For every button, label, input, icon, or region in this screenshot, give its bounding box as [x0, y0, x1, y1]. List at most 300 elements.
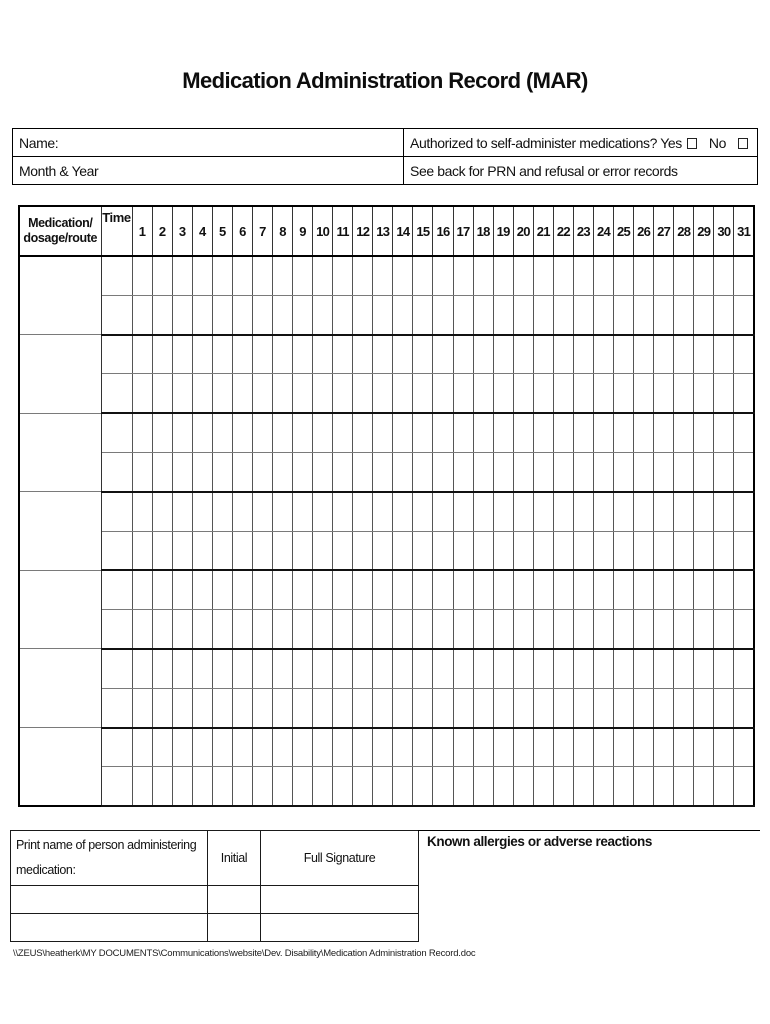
day-cell-4[interactable] [192, 531, 212, 570]
day-cell-28[interactable] [674, 767, 694, 806]
day-cell-8[interactable] [272, 452, 292, 491]
day-cell-17[interactable] [453, 256, 473, 295]
day-cell-10[interactable] [313, 335, 333, 374]
day-cell-20[interactable] [513, 295, 533, 334]
day-cell-1[interactable] [132, 295, 152, 334]
day-cell-5[interactable] [212, 728, 232, 767]
day-cell-2[interactable] [152, 767, 172, 806]
day-cell-5[interactable] [212, 413, 232, 452]
day-cell-10[interactable] [313, 256, 333, 295]
day-cell-25[interactable] [614, 256, 634, 295]
day-cell-20[interactable] [513, 610, 533, 649]
name-field[interactable] [13, 129, 404, 157]
day-cell-14[interactable] [393, 649, 413, 688]
day-cell-13[interactable] [373, 728, 393, 767]
day-cell-10[interactable] [313, 610, 333, 649]
time-cell[interactable] [101, 335, 132, 374]
day-cell-9[interactable] [293, 413, 313, 452]
sign-signature-cell[interactable] [261, 886, 419, 914]
day-cell-21[interactable] [533, 256, 553, 295]
day-cell-18[interactable] [473, 256, 493, 295]
day-cell-17[interactable] [453, 767, 473, 806]
day-cell-6[interactable] [232, 492, 252, 531]
day-cell-29[interactable] [694, 295, 714, 334]
day-cell-27[interactable] [654, 767, 674, 806]
day-cell-11[interactable] [333, 688, 353, 727]
day-cell-29[interactable] [694, 570, 714, 609]
day-cell-13[interactable] [373, 413, 393, 452]
day-cell-9[interactable] [293, 767, 313, 806]
day-cell-30[interactable] [714, 728, 734, 767]
time-cell[interactable] [101, 452, 132, 491]
day-cell-16[interactable] [433, 688, 453, 727]
day-cell-11[interactable] [333, 728, 353, 767]
day-cell-3[interactable] [172, 295, 192, 334]
no-checkbox[interactable] [738, 138, 748, 149]
day-cell-2[interactable] [152, 335, 172, 374]
medication-cell[interactable] [19, 570, 101, 649]
sign-initial-cell[interactable] [208, 914, 261, 942]
day-cell-2[interactable] [152, 570, 172, 609]
day-cell-18[interactable] [473, 570, 493, 609]
day-cell-15[interactable] [413, 295, 433, 334]
day-cell-12[interactable] [353, 728, 373, 767]
day-cell-16[interactable] [433, 492, 453, 531]
day-cell-1[interactable] [132, 767, 152, 806]
day-cell-26[interactable] [634, 413, 654, 452]
day-cell-27[interactable] [654, 728, 674, 767]
day-cell-30[interactable] [714, 610, 734, 649]
day-cell-13[interactable] [373, 492, 393, 531]
day-cell-9[interactable] [293, 374, 313, 413]
day-cell-16[interactable] [433, 767, 453, 806]
day-cell-15[interactable] [413, 492, 433, 531]
day-cell-1[interactable] [132, 688, 152, 727]
day-cell-6[interactable] [232, 688, 252, 727]
day-cell-9[interactable] [293, 335, 313, 374]
day-cell-24[interactable] [593, 570, 613, 609]
day-cell-17[interactable] [453, 531, 473, 570]
day-cell-4[interactable] [192, 649, 212, 688]
day-cell-22[interactable] [553, 452, 573, 491]
day-cell-17[interactable] [453, 492, 473, 531]
day-cell-7[interactable] [252, 452, 272, 491]
medication-cell[interactable] [19, 492, 101, 571]
time-cell[interactable] [101, 492, 132, 531]
day-cell-14[interactable] [393, 728, 413, 767]
day-cell-6[interactable] [232, 610, 252, 649]
day-cell-14[interactable] [393, 256, 413, 295]
day-cell-23[interactable] [573, 452, 593, 491]
day-cell-30[interactable] [714, 256, 734, 295]
day-cell-25[interactable] [614, 649, 634, 688]
day-cell-27[interactable] [654, 256, 674, 295]
day-cell-30[interactable] [714, 767, 734, 806]
day-cell-11[interactable] [333, 531, 353, 570]
day-cell-21[interactable] [533, 649, 553, 688]
time-cell[interactable] [101, 570, 132, 609]
day-cell-25[interactable] [614, 688, 634, 727]
day-cell-4[interactable] [192, 728, 212, 767]
day-cell-20[interactable] [513, 570, 533, 609]
day-cell-23[interactable] [573, 688, 593, 727]
day-cell-15[interactable] [413, 767, 433, 806]
day-cell-28[interactable] [674, 295, 694, 334]
day-cell-3[interactable] [172, 256, 192, 295]
day-cell-9[interactable] [293, 728, 313, 767]
day-cell-31[interactable] [734, 295, 754, 334]
day-cell-18[interactable] [473, 413, 493, 452]
day-cell-27[interactable] [654, 531, 674, 570]
day-cell-3[interactable] [172, 335, 192, 374]
day-cell-14[interactable] [393, 610, 413, 649]
day-cell-13[interactable] [373, 295, 393, 334]
day-cell-7[interactable] [252, 256, 272, 295]
day-cell-6[interactable] [232, 649, 252, 688]
day-cell-22[interactable] [553, 335, 573, 374]
day-cell-15[interactable] [413, 728, 433, 767]
time-cell[interactable] [101, 688, 132, 727]
day-cell-29[interactable] [694, 728, 714, 767]
day-cell-23[interactable] [573, 610, 593, 649]
day-cell-23[interactable] [573, 413, 593, 452]
day-cell-12[interactable] [353, 335, 373, 374]
day-cell-3[interactable] [172, 452, 192, 491]
day-cell-28[interactable] [674, 570, 694, 609]
day-cell-11[interactable] [333, 570, 353, 609]
day-cell-13[interactable] [373, 531, 393, 570]
day-cell-17[interactable] [453, 335, 473, 374]
day-cell-18[interactable] [473, 452, 493, 491]
day-cell-14[interactable] [393, 452, 413, 491]
day-cell-8[interactable] [272, 295, 292, 334]
day-cell-31[interactable] [734, 256, 754, 295]
day-cell-10[interactable] [313, 452, 333, 491]
day-cell-24[interactable] [593, 413, 613, 452]
medication-cell[interactable] [19, 335, 101, 414]
day-cell-9[interactable] [293, 570, 313, 609]
day-cell-8[interactable] [272, 767, 292, 806]
day-cell-9[interactable] [293, 452, 313, 491]
day-cell-30[interactable] [714, 492, 734, 531]
day-cell-4[interactable] [192, 492, 212, 531]
day-cell-1[interactable] [132, 610, 152, 649]
day-cell-25[interactable] [614, 335, 634, 374]
day-cell-27[interactable] [654, 452, 674, 491]
day-cell-21[interactable] [533, 570, 553, 609]
day-cell-8[interactable] [272, 688, 292, 727]
sign-signature-cell[interactable] [261, 914, 419, 942]
time-cell[interactable] [101, 295, 132, 334]
day-cell-28[interactable] [674, 688, 694, 727]
day-cell-29[interactable] [694, 610, 714, 649]
day-cell-7[interactable] [252, 767, 272, 806]
day-cell-24[interactable] [593, 649, 613, 688]
day-cell-4[interactable] [192, 413, 212, 452]
day-cell-29[interactable] [694, 374, 714, 413]
day-cell-22[interactable] [553, 570, 573, 609]
day-cell-23[interactable] [573, 256, 593, 295]
day-cell-16[interactable] [433, 374, 453, 413]
day-cell-31[interactable] [734, 374, 754, 413]
day-cell-16[interactable] [433, 610, 453, 649]
day-cell-20[interactable] [513, 256, 533, 295]
day-cell-8[interactable] [272, 610, 292, 649]
day-cell-15[interactable] [413, 256, 433, 295]
day-cell-25[interactable] [614, 767, 634, 806]
day-cell-3[interactable] [172, 610, 192, 649]
day-cell-17[interactable] [453, 688, 473, 727]
day-cell-28[interactable] [674, 256, 694, 295]
day-cell-1[interactable] [132, 649, 152, 688]
day-cell-19[interactable] [493, 767, 513, 806]
day-cell-16[interactable] [433, 728, 453, 767]
day-cell-24[interactable] [593, 767, 613, 806]
day-cell-4[interactable] [192, 256, 212, 295]
day-cell-17[interactable] [453, 413, 473, 452]
day-cell-11[interactable] [333, 492, 353, 531]
time-cell[interactable] [101, 413, 132, 452]
day-cell-20[interactable] [513, 374, 533, 413]
day-cell-2[interactable] [152, 728, 172, 767]
day-cell-31[interactable] [734, 531, 754, 570]
day-cell-2[interactable] [152, 452, 172, 491]
day-cell-26[interactable] [634, 570, 654, 609]
day-cell-22[interactable] [553, 295, 573, 334]
day-cell-25[interactable] [614, 531, 634, 570]
day-cell-5[interactable] [212, 374, 232, 413]
day-cell-30[interactable] [714, 570, 734, 609]
day-cell-27[interactable] [654, 295, 674, 334]
time-cell[interactable] [101, 767, 132, 806]
day-cell-3[interactable] [172, 413, 192, 452]
day-cell-26[interactable] [634, 492, 654, 531]
day-cell-4[interactable] [192, 767, 212, 806]
medication-cell[interactable] [19, 256, 101, 335]
day-cell-6[interactable] [232, 413, 252, 452]
day-cell-25[interactable] [614, 492, 634, 531]
day-cell-24[interactable] [593, 335, 613, 374]
day-cell-29[interactable] [694, 649, 714, 688]
day-cell-21[interactable] [533, 374, 553, 413]
yes-checkbox[interactable] [687, 138, 697, 149]
day-cell-23[interactable] [573, 295, 593, 334]
day-cell-23[interactable] [573, 649, 593, 688]
day-cell-24[interactable] [593, 256, 613, 295]
day-cell-10[interactable] [313, 728, 333, 767]
day-cell-4[interactable] [192, 688, 212, 727]
day-cell-1[interactable] [132, 452, 152, 491]
day-cell-11[interactable] [333, 649, 353, 688]
day-cell-7[interactable] [252, 492, 272, 531]
day-cell-19[interactable] [493, 452, 513, 491]
day-cell-23[interactable] [573, 374, 593, 413]
day-cell-12[interactable] [353, 688, 373, 727]
day-cell-6[interactable] [232, 335, 252, 374]
day-cell-12[interactable] [353, 767, 373, 806]
day-cell-20[interactable] [513, 728, 533, 767]
day-cell-22[interactable] [553, 649, 573, 688]
day-cell-20[interactable] [513, 531, 533, 570]
day-cell-4[interactable] [192, 374, 212, 413]
day-cell-26[interactable] [634, 335, 654, 374]
day-cell-8[interactable] [272, 531, 292, 570]
day-cell-18[interactable] [473, 610, 493, 649]
day-cell-3[interactable] [172, 688, 192, 727]
day-cell-24[interactable] [593, 688, 613, 727]
day-cell-1[interactable] [132, 570, 152, 609]
day-cell-20[interactable] [513, 452, 533, 491]
day-cell-29[interactable] [694, 452, 714, 491]
day-cell-9[interactable] [293, 256, 313, 295]
day-cell-16[interactable] [433, 570, 453, 609]
day-cell-24[interactable] [593, 452, 613, 491]
day-cell-12[interactable] [353, 610, 373, 649]
day-cell-28[interactable] [674, 374, 694, 413]
day-cell-1[interactable] [132, 728, 152, 767]
day-cell-24[interactable] [593, 295, 613, 334]
day-cell-9[interactable] [293, 688, 313, 727]
day-cell-11[interactable] [333, 256, 353, 295]
day-cell-19[interactable] [493, 570, 513, 609]
day-cell-26[interactable] [634, 688, 654, 727]
day-cell-23[interactable] [573, 492, 593, 531]
day-cell-15[interactable] [413, 452, 433, 491]
day-cell-6[interactable] [232, 256, 252, 295]
day-cell-3[interactable] [172, 570, 192, 609]
day-cell-9[interactable] [293, 649, 313, 688]
day-cell-30[interactable] [714, 531, 734, 570]
day-cell-25[interactable] [614, 452, 634, 491]
day-cell-23[interactable] [573, 570, 593, 609]
day-cell-26[interactable] [634, 256, 654, 295]
day-cell-21[interactable] [533, 492, 553, 531]
day-cell-5[interactable] [212, 610, 232, 649]
day-cell-15[interactable] [413, 413, 433, 452]
day-cell-19[interactable] [493, 728, 513, 767]
day-cell-7[interactable] [252, 531, 272, 570]
day-cell-8[interactable] [272, 413, 292, 452]
day-cell-20[interactable] [513, 767, 533, 806]
day-cell-24[interactable] [593, 492, 613, 531]
day-cell-2[interactable] [152, 374, 172, 413]
day-cell-3[interactable] [172, 767, 192, 806]
day-cell-14[interactable] [393, 570, 413, 609]
time-cell[interactable] [101, 531, 132, 570]
time-cell[interactable] [101, 728, 132, 767]
day-cell-13[interactable] [373, 335, 393, 374]
day-cell-25[interactable] [614, 413, 634, 452]
day-cell-23[interactable] [573, 335, 593, 374]
day-cell-4[interactable] [192, 570, 212, 609]
day-cell-1[interactable] [132, 531, 152, 570]
day-cell-13[interactable] [373, 649, 393, 688]
day-cell-21[interactable] [533, 452, 553, 491]
day-cell-5[interactable] [212, 452, 232, 491]
day-cell-18[interactable] [473, 374, 493, 413]
day-cell-29[interactable] [694, 767, 714, 806]
day-cell-15[interactable] [413, 688, 433, 727]
day-cell-29[interactable] [694, 688, 714, 727]
day-cell-29[interactable] [694, 413, 714, 452]
day-cell-6[interactable] [232, 767, 252, 806]
day-cell-7[interactable] [252, 374, 272, 413]
day-cell-18[interactable] [473, 649, 493, 688]
day-cell-1[interactable] [132, 256, 152, 295]
day-cell-23[interactable] [573, 531, 593, 570]
day-cell-8[interactable] [272, 649, 292, 688]
day-cell-6[interactable] [232, 728, 252, 767]
day-cell-30[interactable] [714, 649, 734, 688]
day-cell-16[interactable] [433, 531, 453, 570]
day-cell-24[interactable] [593, 374, 613, 413]
day-cell-27[interactable] [654, 649, 674, 688]
day-cell-27[interactable] [654, 335, 674, 374]
day-cell-31[interactable] [734, 413, 754, 452]
day-cell-18[interactable] [473, 492, 493, 531]
day-cell-26[interactable] [634, 374, 654, 413]
day-cell-12[interactable] [353, 374, 373, 413]
day-cell-27[interactable] [654, 570, 674, 609]
day-cell-7[interactable] [252, 335, 272, 374]
day-cell-15[interactable] [413, 374, 433, 413]
day-cell-5[interactable] [212, 335, 232, 374]
day-cell-2[interactable] [152, 649, 172, 688]
medication-cell[interactable] [19, 413, 101, 492]
day-cell-24[interactable] [593, 728, 613, 767]
day-cell-15[interactable] [413, 531, 433, 570]
day-cell-11[interactable] [333, 335, 353, 374]
day-cell-30[interactable] [714, 413, 734, 452]
day-cell-17[interactable] [453, 728, 473, 767]
day-cell-1[interactable] [132, 492, 152, 531]
day-cell-3[interactable] [172, 649, 192, 688]
day-cell-11[interactable] [333, 295, 353, 334]
day-cell-6[interactable] [232, 374, 252, 413]
day-cell-3[interactable] [172, 492, 192, 531]
day-cell-2[interactable] [152, 295, 172, 334]
day-cell-21[interactable] [533, 295, 553, 334]
day-cell-6[interactable] [232, 570, 252, 609]
day-cell-5[interactable] [212, 531, 232, 570]
day-cell-19[interactable] [493, 335, 513, 374]
day-cell-18[interactable] [473, 295, 493, 334]
day-cell-11[interactable] [333, 374, 353, 413]
day-cell-1[interactable] [132, 335, 152, 374]
day-cell-31[interactable] [734, 767, 754, 806]
day-cell-28[interactable] [674, 610, 694, 649]
day-cell-25[interactable] [614, 728, 634, 767]
day-cell-10[interactable] [313, 767, 333, 806]
day-cell-15[interactable] [413, 335, 433, 374]
day-cell-22[interactable] [553, 256, 573, 295]
day-cell-12[interactable] [353, 531, 373, 570]
day-cell-12[interactable] [353, 413, 373, 452]
day-cell-28[interactable] [674, 413, 694, 452]
sign-initial-cell[interactable] [208, 886, 261, 914]
day-cell-7[interactable] [252, 295, 272, 334]
day-cell-11[interactable] [333, 452, 353, 491]
day-cell-2[interactable] [152, 531, 172, 570]
day-cell-5[interactable] [212, 492, 232, 531]
day-cell-5[interactable] [212, 688, 232, 727]
day-cell-17[interactable] [453, 570, 473, 609]
day-cell-29[interactable] [694, 531, 714, 570]
day-cell-10[interactable] [313, 570, 333, 609]
day-cell-14[interactable] [393, 531, 413, 570]
day-cell-10[interactable] [313, 531, 333, 570]
day-cell-22[interactable] [553, 413, 573, 452]
